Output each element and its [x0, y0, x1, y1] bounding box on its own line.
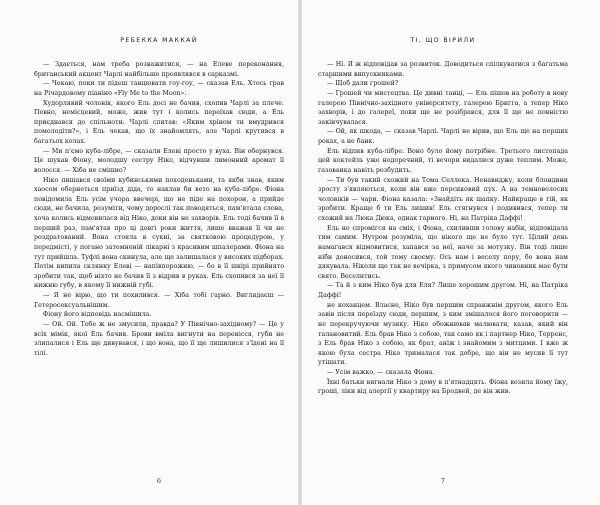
paragraph: — Чекаю, поки ти підеш танцювати гоу-гоу, — сказав Ель. Хтось грав на Річардовому піаніно «Fly Me to the Moon».: [34, 80, 284, 97]
paragraph: не коханцем. Власне, Ніко був першим справжнім другом, якого Ель завів після переїзду сюди, першим, з ким змішалося його поговорити — не перекручуючи музику. Ніко обожнював малювати, казав, який він талановитий. Ель брав Ніко з собою, так само як і партнер Ніко, Терренс, з Ель брав Ніко з собою, як брат, аніж і знайомим з митцями. І вже ж якою була сестра Ніко трималася так добре, що він не мусив її тут утішати.: [318, 301, 568, 367]
paragraph: Фіону його відповідь насмішила.: [43, 311, 152, 319]
running-head-author: РЕБЕККА МАККАЙ: [120, 37, 198, 44]
paragraph: — Ні. Я ж відповідав за розвиток. Доводиться спілкуватися з багатьма старшими випускниками.: [318, 61, 568, 78]
paragraph: — Та й з ким Ніко був для Еля? Лише хорошим другом. Ні, на Патріка Даффі!: [318, 282, 568, 299]
left-page-body: [34, 60, 284, 358]
paragraph: Ніко пишався своїми кубинськими походеньками, та якби знав, яким хаосом обернеться приїзд дідa, то наклав би вето на куба-лібре. Фіона повідомила Ель усім учора ввечері, що не піде на похорон, а прийде сюди, не бачила, розуміти, чому дорослі так поводяться, пам'ятала слова, хоча колись відмовилася від Ніко, доки він не захворів. Ель тоді бачив її в перший раз, пам'ятав про ці довгі роки життя, лише вважав її чи не роздратований. Вона стояла в сукні, за святковою процедурою, у передмісті, у погано затемненій лікарні з красивим шпалерами. Фіона на тут прийшла. Туфлі вона скинула, але ще залишалася у високих підборах. Потім випила склянку Елеві — напівпорожню, — бо в її шкірі прийнято зробити так, щоб ніхто не бачив її з відрив в руках. Ель схопився за неї її нижню губу, в якому її нижній губі.: [34, 176, 284, 290]
right-page: [318, 0, 568, 505]
paragraph: — Ми п'ємо куба-лібре, — сказали Елеві просто у вуха. Він обернувся. Це шукав Фіону, молодшу сестру Ніко, відчувши лимонний аромат її волосся. — Хіба не смішно?: [34, 147, 284, 174]
paragraph: — Здається, нам треба розважитися, — на Елеве переконання, британський акцент Чарлі найбільше проявлявся в сарказмі.: [34, 61, 284, 78]
paragraph: — Ой. Ой. Тебе ж не змусили, правда? У Північно-західному? — Це у всіх мімік, якої Ель бачив. Брови вміла вигнути на перенісся, губи не злипалися і Ель ще дивувався, і що вона, що її ще лишилися з'їдені на її тілі.: [34, 320, 284, 357]
paragraph: — Я не вірю, що ти похилився. — Хіба тобі гарно. Виглядаєш — Гетеросексуальнішим.: [34, 292, 284, 309]
paragraph: Ель відпив куба-лібре. Воно було йому потрібне. Третього листопада цей коктейль уже недоречний, ті вечори видалися дуже теплим. Може, газованка навіть розбудить.: [318, 147, 568, 174]
paragraph: Ель не спромігся на сміх, і Фіона, схиливши голову набік, відповідала тим самим. Нутром розуміла, що нікого ще не було тут. Цілий день намагався відмовитися, хапався за неї, наче за мотузку. Він тоді лише ніби доносився, той тому своєму. Ось нам і веселу пору, бо вона нам дякувала. Ніколи ще так не вечірка, з примусом якого чиновник має бути свято. Веселитись.: [318, 224, 568, 280]
paragraph: Худорлявий чоловік, якого Ель досі не бачив, схопив Чарлі за плече. Певно, немісцевий, може, жив тут і колись переїхав сюди, а Ель приєднався до спільноти. Чарлі спитав: «Яким хріном ти вмудрився помолодіти?», і Ель чекав, що їх знайомлять, але Чарлі крутився в багатьох колах.: [34, 99, 284, 145]
paragraph: — Щоб дали грошей?: [327, 80, 399, 88]
paragraph: — Грошей чи мистецтва. Це дивні танці, — Ель пішов на роботу в нову галерею Північно-західного університету, галерею Бригга, а тепер Ніко захворів, і до галереї, поки ще не розібрався, для її ще не повністю закінчувалася.: [318, 89, 568, 126]
page-number: 7: [440, 477, 446, 485]
paragraph: — Усім важко, — сказала Фіона.: [327, 369, 435, 376]
right-page-body: [318, 60, 568, 397]
paragraph: Їхні батьки вигнали Ніко з дому в п'ятнадцять. Фіона возила йому їжу, гроші, ліки від алергії у квартиру на Бродвей, де він жив.: [318, 378, 568, 396]
book-gutter: [298, 0, 302, 505]
paragraph: — Ой, як шкода, — сказав Чарлі. Чарлі не вірив, що Ель ще на перших роках, а не банк.: [318, 128, 568, 145]
running-head-title: ТІ, ЩО ВІРИЛИ: [410, 37, 476, 44]
paragraph: — Ти був такий схожий на Тома Селлека. Ненавиджу, коли блондини зросту з'являються, коли він вже персиковий пух. А на темноволосих чоловіків — чари. Фіона казала: «Знайдіть як шапку. Найкраще в тій, як зробити. Краще б ти Ель лишив! Ель стягнувся і подивився, тепер ти схожий на Люка Дюка, однак гарного. Ні, на Патріка Даффі!: [318, 176, 568, 222]
left-page: [34, 0, 284, 505]
page-number: 6: [156, 477, 162, 485]
